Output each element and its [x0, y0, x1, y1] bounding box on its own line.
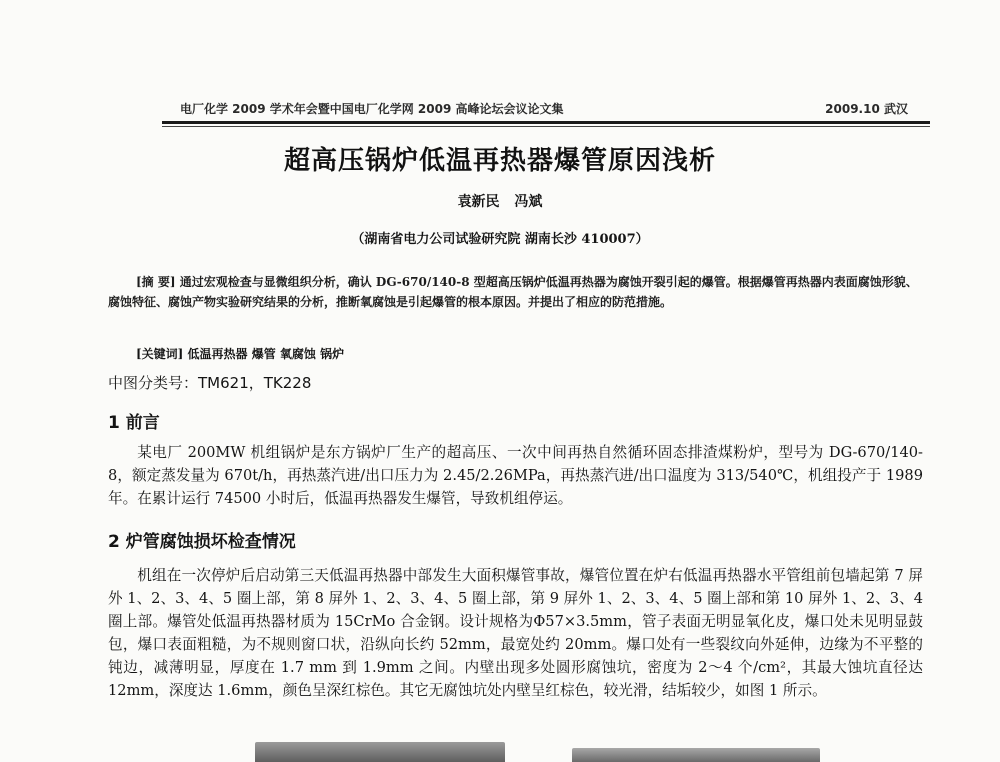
section-1-heading: 1 前言	[108, 413, 160, 433]
author-affiliation: （湖南省电力公司试验研究院 湖南长沙 410007）	[351, 232, 649, 247]
figure-1-photo-right	[572, 748, 820, 762]
section-2-paragraph: 机组在一次停炉后启动第三天低温再热器中部发生大面积爆管事故，爆管位置在炉右低温再热器水平管组前包墙起第 7 屏外 1、2、3、4、5 圈上部，第 8 屏外 1、2、3、4、5 圈上部，第 9 屏外 1、2、3、4、5 圈上部和第 10 屏外 1、2、3、4 圈上部。爆管处低温再热器材质为 15CrMo 合金钢。设计规格为Φ57×3.5mm，管子表面无明显氧化皮，爆口处未见明显鼓包，爆口表面粗糙，为不规则窗口状，沿纵向长约 52mm，最宽处约 20mm。爆口处有一些裂纹向外延伸，边缘为不平整的钝边，减薄明显，厚度在 1.7 mm 到 1.9mm 之间。内壁出现多处圆形腐蚀坑，密度为 2～4 个/cm²，其最大蚀坑直径达 12mm，深度达 1.6mm，颜色呈深红棕色。其它无腐蚀坑处内壁呈红棕色，较光滑，结垢较少，如图 1 所示。	[108, 567, 923, 699]
section-2-body	[108, 564, 923, 702]
header-proceedings: 电厂化学 2009 学术年会暨中国电厂化学网 2009 高峰论坛会议论文集	[180, 102, 564, 116]
abstract-tag: [摘 要]	[136, 275, 176, 289]
section-1-body	[108, 441, 923, 510]
abstract-block	[108, 272, 923, 312]
author-names: 袁新民 冯斌	[457, 194, 543, 210]
keywords-block	[136, 345, 344, 362]
abstract-text: 通过宏观检查与显微组织分析，确认 DG-670/140-8 型超高压锅炉低温再热器为腐蚀开裂引起的爆管。根据爆管再热器内表面腐蚀形貌、腐蚀特征、腐蚀产物实验研究结果的分析，推断氧腐蚀是引起爆管的根本原因。并提出了相应的防范措施。	[108, 275, 918, 309]
running-header	[180, 100, 908, 117]
keywords-text: 低温再热器 爆管 氧腐蚀 锅炉	[187, 347, 345, 361]
keywords-tag: [关键词]	[136, 347, 184, 361]
header-rule-thin	[162, 126, 930, 127]
paper-title: 超高压锅炉低温再热器爆管原因浅析	[283, 146, 716, 176]
section-2-heading: 2 炉管腐蚀损坏检查情况	[108, 532, 296, 552]
header-date-place: 2009.10 武汉	[825, 102, 908, 116]
classification-number: 中图分类号：TM621，TK228	[108, 374, 312, 392]
section-1-paragraph: 某电厂 200MW 机组锅炉是东方锅炉厂生产的超高压、一次中间再热自然循环固态排渣煤粉炉，型号为 DG-670/140-8，额定蒸发量为 670t/h，再热蒸汽进/出口压力为 2.45/2.26MPa，再热蒸汽进/出口温度为 313/540℃，机组投产于 1989 年。在累计运行 74500 小时后，低温再热器发生爆管，导致机组停运。	[108, 444, 923, 507]
figure-1-photo-left	[255, 742, 505, 762]
header-rule-thick	[162, 121, 930, 124]
